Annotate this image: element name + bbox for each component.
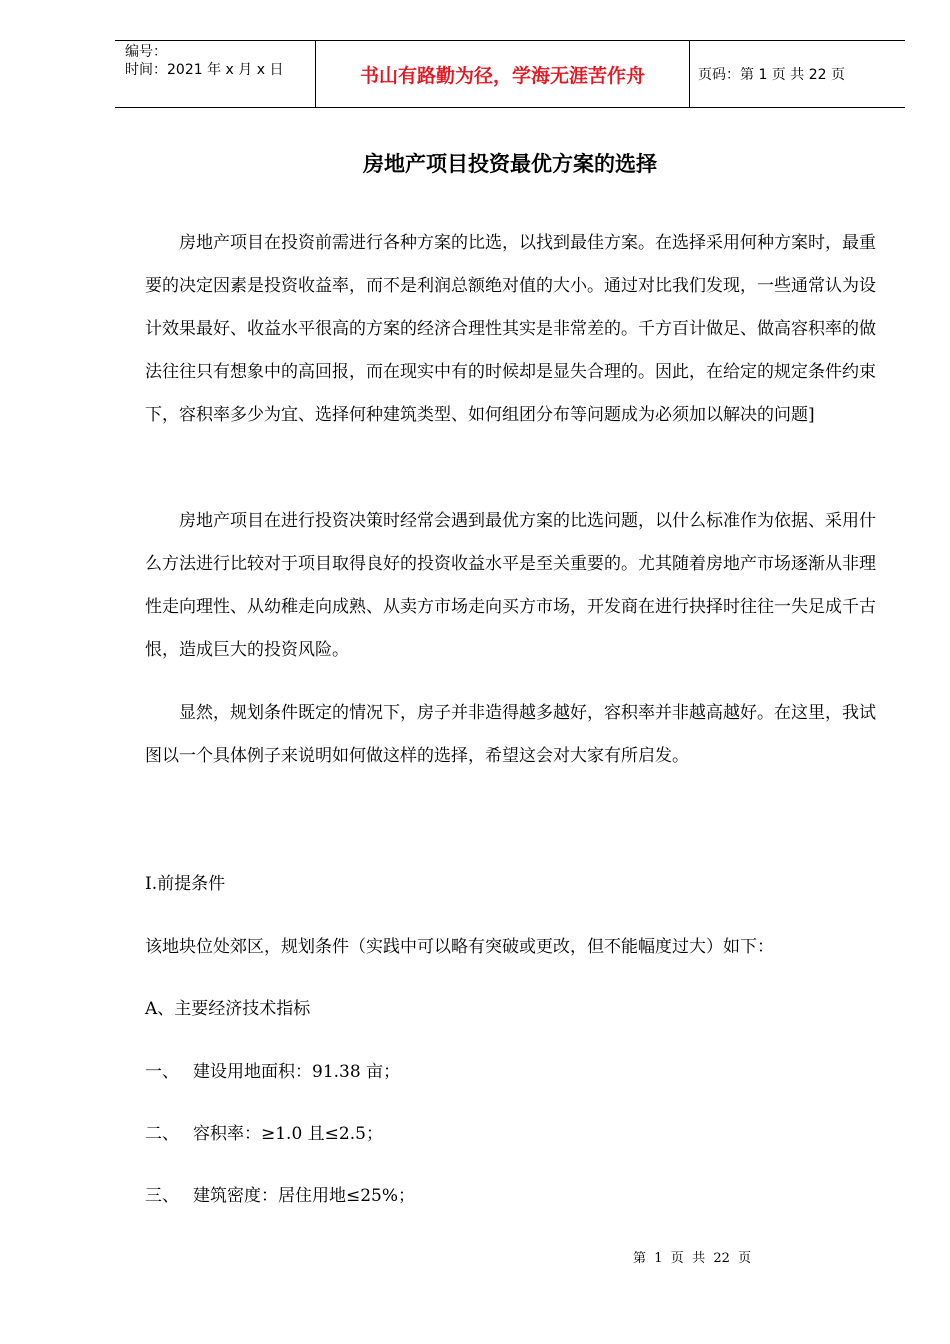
page-info: 页码：第 1 页 共 22 页 [698, 67, 845, 83]
list-item-number: 一、 [145, 1062, 179, 1082]
header-table [115, 40, 905, 108]
list-item-number: 三、 [145, 1186, 179, 1206]
time-label: 时间：2021 年 x 月 x 日 [125, 62, 284, 78]
header-meta-cell [115, 41, 316, 107]
list-item-text: 容积率：≥1.0 且≤2.5； [193, 1124, 383, 1144]
list-item-text: 建设用地面积：91.38 亩； [193, 1062, 401, 1082]
code-label: 编号： [125, 44, 167, 60]
list-item-text: 建筑密度：居住用地≤25%； [193, 1186, 416, 1206]
intro-line: 该地块位处郊区，规划条件（实践中可以略有突破或更改，但不能幅度过大）如下： [145, 937, 774, 957]
section-heading: I.前提条件 [145, 874, 226, 894]
subheading: A、主要经济技术指标 [145, 999, 311, 1019]
list-item [145, 1119, 383, 1144]
motto-cell [316, 41, 690, 107]
list-item [145, 1181, 415, 1206]
page-info-cell [690, 41, 905, 107]
list-item [145, 1057, 400, 1082]
paragraph-1: 房地产项目在投资前需进行各种方案的比选，以找到最佳方案。在选择采用何种方案时，最重要的决定因素是投资收益率，而不是利润总额绝对值的大小。通过对比我们发现，一些通常认为设计效果最好、收益水平很高的方案的经济合理性其实是非常差的。千方百计做足、做高容积率的做法往往只有想象中的高回报，而在现实中有的时候却是显失合理的。因此，在给定的规定条件约束下，容积率多少为宜、选择何种建筑类型、如何组团分布等问题成为必须加以解决的问题] [145, 233, 876, 425]
list-item-number: 二、 [145, 1124, 179, 1144]
motto: 书山有路勤为径，学海无涯苦作舟 [359, 64, 645, 87]
paragraph-3: 显然，规划条件既定的情况下，房子并非造得越多越好，容积率并非越高越好。在这里，我试图以一个具体例子来说明如何做这样的选择，希望这会对大家有所启发。 [145, 703, 876, 766]
page-footer: 第 1 页 共 22 页 [633, 1251, 752, 1266]
paragraph-2: 房地产项目在进行投资决策时经常会遇到最优方案的比选问题，以什么标准作为依据、采用什么方法进行比较对于项目取得良好的投资收益水平是至关重要的。尤其随着房地产市场逐渐从非理性走向理性、从幼稚走向成熟、从卖方市场走向买方市场，开发商在进行抉择时往往一失足成千古恨，造成巨大的投资风险。 [145, 511, 876, 660]
document-title: 房地产项目投资最优方案的选择 [363, 151, 657, 176]
